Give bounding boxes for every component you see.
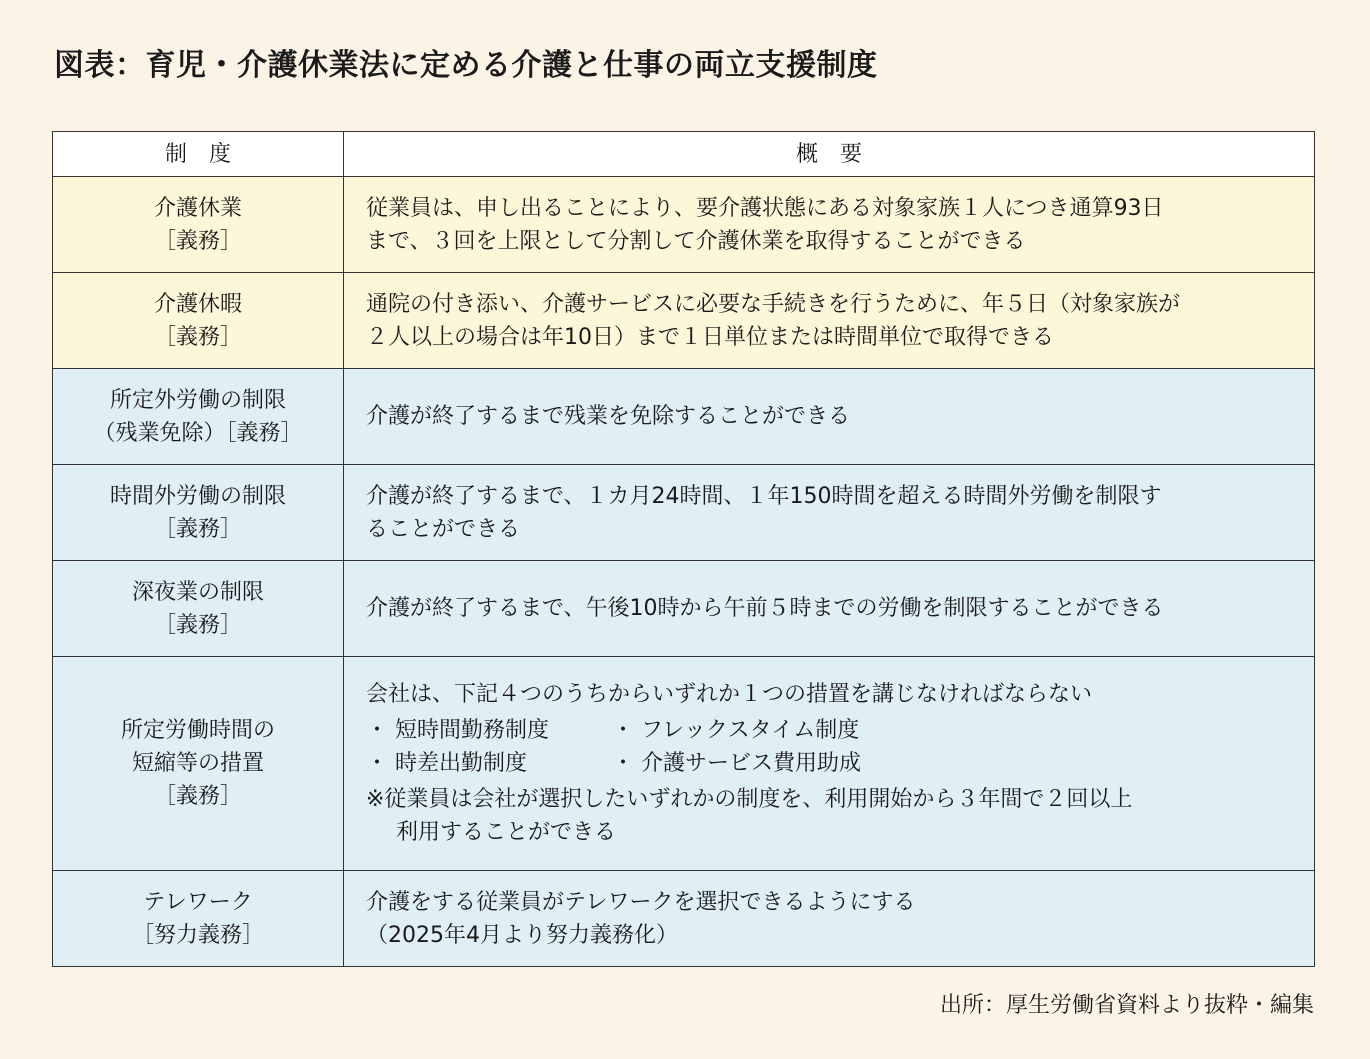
measures-note-continued: 利用することができる — [396, 820, 617, 845]
system-summary: 介護が終了するまで、１カ月24時間、１年150時間を超える時間外労働を制限す ることができる — [344, 465, 1315, 561]
table-row — [53, 657, 1315, 871]
table-row — [53, 465, 1315, 561]
source-note: 出所：厚生労働省資料より抜粋・編集 — [939, 993, 1314, 1018]
system-summary: 従業員は、申し出ることにより、要介護状態にある対象家族１人につき通算93日 まで、３回を上限として分割して介護休業を取得することができる — [344, 177, 1315, 273]
system-name: 時間外労働の制限 ［義務］ — [53, 465, 344, 561]
system-summary: 通院の付き添い、介護サービスに必要な手続きを行うために、年５日（対象家族が ２人以上の場合は年10日）まで１日単位または時間単位で取得できる — [344, 273, 1315, 369]
table-row — [53, 369, 1315, 465]
system-name: 深夜業の制限 ［義務］ — [53, 561, 344, 657]
table-row — [53, 871, 1315, 967]
page-title: 図表：育児・介護休業法に定める介護と仕事の両立支援制度 — [54, 48, 878, 83]
table-row — [53, 273, 1315, 369]
measure-options — [366, 714, 1296, 780]
measures-intro: 会社は、下記４つのうちからいずれか１つの措置を講じなければならない — [366, 682, 1093, 707]
table-row — [53, 561, 1315, 657]
header-system: 制 度 — [53, 132, 344, 177]
system-summary: 介護が終了するまで残業を免除することができる — [344, 369, 1315, 465]
list-item: ・ 介護サービス費用助成 — [612, 751, 861, 776]
table-header-row — [53, 132, 1315, 177]
support-system-table — [52, 131, 1315, 967]
system-name: 介護休暇 ［義務］ — [53, 273, 344, 369]
system-summary: 介護をする従業員がテレワークを選択できるようにする （2025年4月より努力義務化） — [344, 871, 1315, 967]
system-summary — [344, 657, 1315, 871]
system-name: テレワーク ［努力義務］ — [53, 871, 344, 967]
system-name: 介護休業 ［義務］ — [53, 177, 344, 273]
system-name: 所定外労働の制限 （残業免除）［義務］ — [53, 369, 344, 465]
list-item: ・ 短時間勤務制度 — [366, 718, 549, 743]
measures-note: ※従業員は会社が選択したいずれかの制度を、利用開始から３年間で２回以上 — [366, 787, 1133, 812]
table-row — [53, 177, 1315, 273]
system-summary: 介護が終了するまで、午後10時から午前５時までの労働を制限することができる — [344, 561, 1315, 657]
list-item: ・ フレックスタイム制度 — [612, 718, 860, 743]
header-summary: 概 要 — [344, 132, 1315, 177]
list-item: ・ 時差出勤制度 — [366, 751, 527, 776]
system-name: 所定労働時間の 短縮等の措置 ［義務］ — [53, 657, 344, 871]
